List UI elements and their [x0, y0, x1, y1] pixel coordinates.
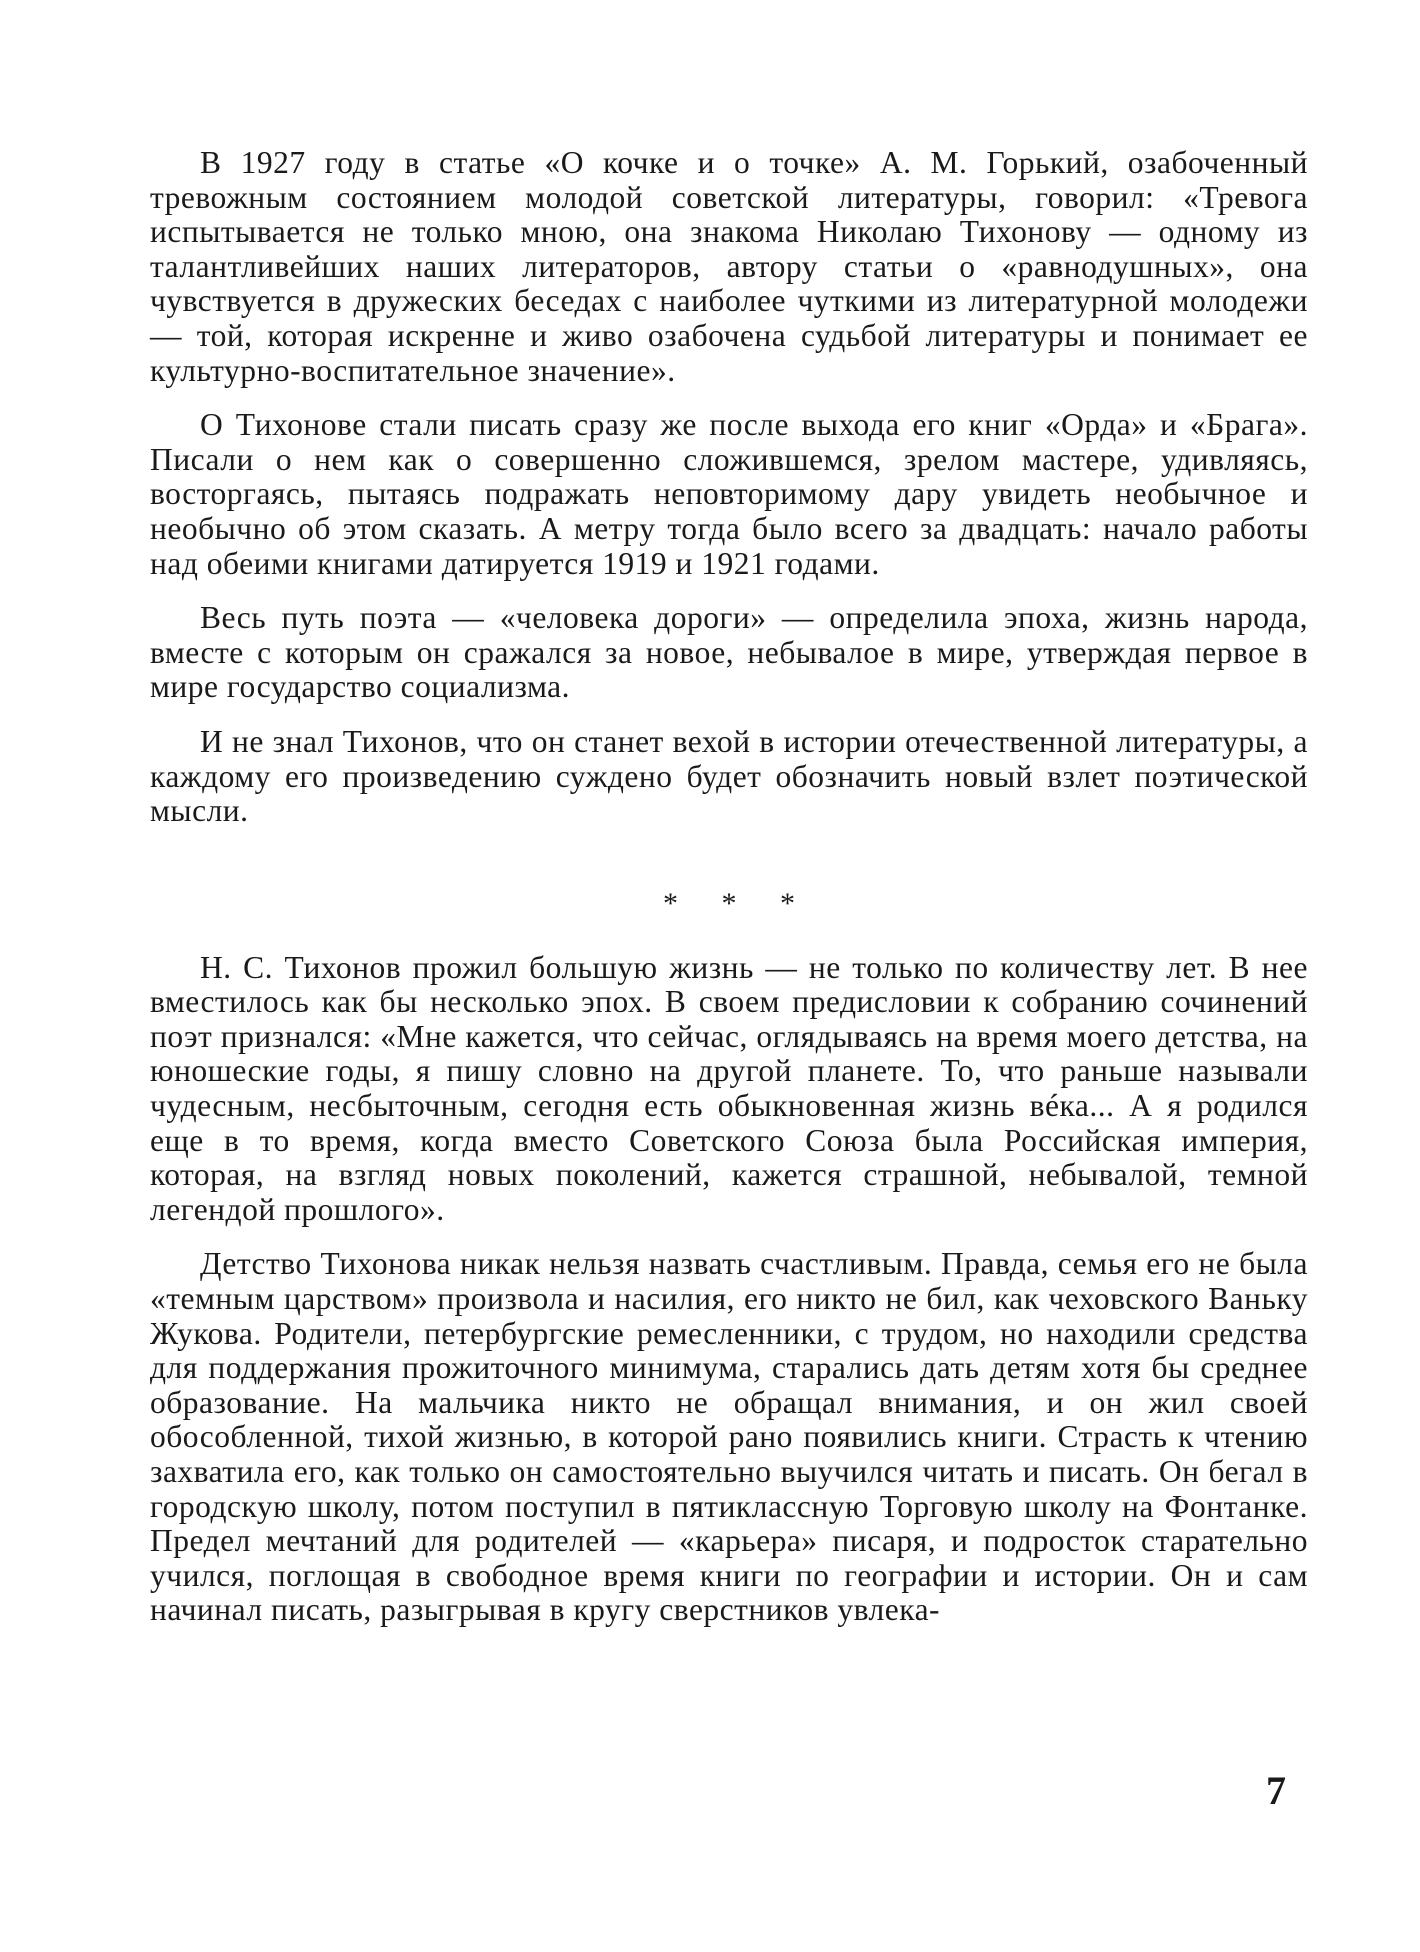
page-text-block [150, 146, 1308, 1648]
section-separator: * * * [663, 886, 813, 920]
paragraph-first-books: О Тихонове стали писать сразу же после выхода его книг «Орда» и «Брага». Писали о нем как о совершенно сложившемся, зрелом мастере, удивляясь, восторгаясь, пытаясь подражать неповторимому дару увидеть необычное и необычно об этом сказать. А метру тогда было всего за двадцать: начало работы над обеими книгами датируется 1919 и 1921 годами. [150, 407, 1308, 581]
paragraph-gorky-quote: В 1927 году в статье «О кочке и о точке» А. М. Горький, озабоченный тревожным состоянием молодой советской литературы, говорил: «Тревога испытывается не только мною, она знакома Николаю Тихонову — одному из талантливейших наших литераторов, автору статьи о «равнодушных», она чувствуется в дружеских беседах с наиболее чуткими из литературной молодежи — той, которая искренне и живо озабочена судьбой литературы и понимает ее культурно-воспитательное значение». [150, 145, 1308, 388]
paragraph-childhood: Детство Тихонова никак нельзя назвать счастливым. Правда, семья его не была «темным царством» произвола и насилия, его никто не бил, как чеховского Ваньку Жукова. Родители, петербургские ремесленники, с трудом, но находили средства для поддержания прожиточного минимума, старались дать детям хотя бы среднее образование. На мальчика никто не обращал внимания, и он жил своей обособленной, тихой жизнью, в которой рано появились книги. Страсть к чтению захватила его, как только он самостоятельно выучился читать и писать. Он бегал в городскую школу, потом поступил в пятиклассную Торговую школу на Фонтанке. Предел мечтаний для родителей — «карьера» писаря, и подросток старательно учился, поглощая в свободное время книги по географии и истории. Он и сам начинал писать, разыгрывая в кругу сверстников увлека- [150, 1246, 1308, 1628]
page-number: 7 [1266, 1768, 1286, 1813]
paragraph-milestone: И не знал Тихонов, что он станет вехой в истории отечественной литературы, а каждому его произведению суждено будет обозначить новый взлет поэтической мысли. [150, 723, 1308, 829]
paragraph-long-life: Н. С. Тихонов прожил большую жизнь — не только по количеству лет. В нее вместилось как бы несколько эпох. В своем предисловии к собранию сочинений поэт признался: «Мне кажется, что сейчас, оглядываясь на время моего детства, на юношеские годы, я пишу словно на другой планете. То, что раньше называли чудесным, несбыточным, сегодня есть обыкновенная жизнь вéка... А я родился еще в то время, когда вместо Советского Союза была Российская империя, которая, на взгляд новых поколений, кажется страшной, небывалой, темной легендой прошлого». [150, 949, 1308, 1227]
paragraph-poet-path: Весь путь поэта — «человека дороги» — определила эпоха, жизнь народа, вместе с которым он сражался за новое, небывалое в мире, утверждая первое в мире государство социализма. [150, 600, 1308, 705]
